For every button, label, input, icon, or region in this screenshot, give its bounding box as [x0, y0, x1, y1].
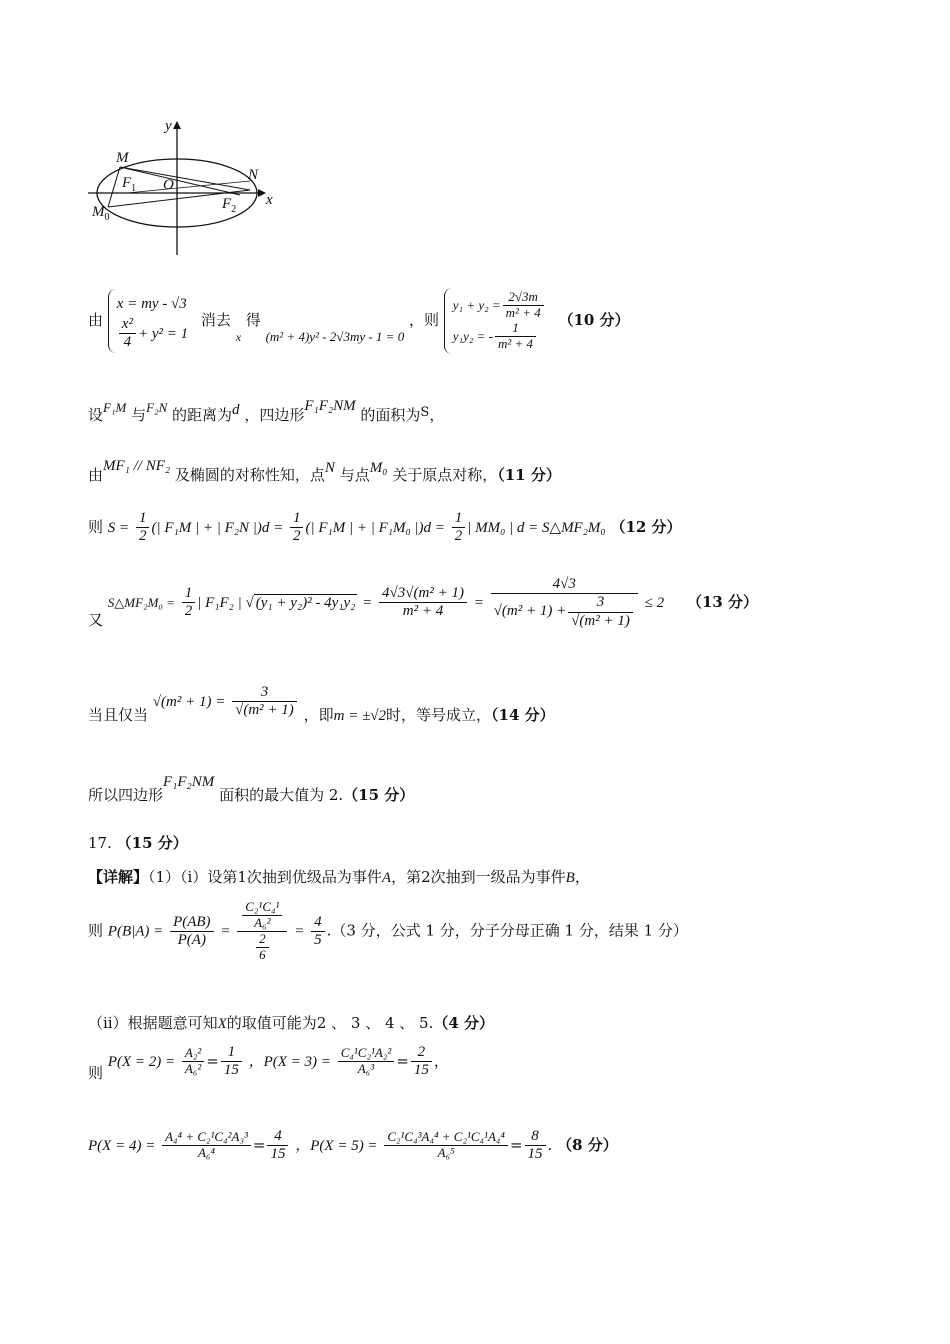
line-distance: 设F₁M 与F₂N 的距离为d ，四边形F₁F₂NM 的面积为S，: [88, 398, 445, 424]
line-values: （ⅱ）根据题意可知X的取值可能为2 、 3 、 4 、 5.（4 分）: [88, 1014, 495, 1032]
label-f1: $F_1$: [122, 175, 137, 194]
label-m0: $M_0$: [92, 204, 110, 223]
question-17-heading: 17. （15 分）: [88, 834, 188, 852]
line-area: 则 S = $\frac{1}{2}$ (| F₁M | + | F₂N |)d = $\frac{1}{2}$ (| F₁M | + | F₁M₀ |)d = $\frac{1}{2}$ | MM₀ | d = S△MF₂M₀ （12 分）: [88, 510, 682, 545]
line-symmetry: 由MF₁ // NF₂ 及椭圆的对称性知，点N 与点M₀ 关于原点对称，（11 分）: [88, 458, 561, 484]
x-axis-arrow: [258, 189, 266, 197]
system-left: x = my - √3 $\frac{\text{x²}}{4}$ + y² = 1: [108, 289, 196, 354]
line-inequality: 又 S△MF₂M₀ = $\frac{1}{2}$ | F₁F₂ | √ (y₁ + y₂)² - 4y₁y₂ = $\frac{\text{4√3√(m² + 1)}}{\text{m² + 4}}$ = 4√3 √(m² + 1) + $\frac{3}{\text{√(m² + 1)}}$ ≤ 2 （13 分）: [88, 576, 759, 629]
label-o: O: [163, 177, 174, 193]
line-conclusion: 所以四边形F₁F₂NM 面积的最大值为 2.（15 分）: [88, 774, 415, 804]
y-axis-arrow: [173, 121, 181, 129]
label-n: N: [248, 167, 259, 183]
label-m: M: [116, 150, 129, 166]
segment-m-f2: [120, 167, 240, 195]
ellipse-figure: [80, 115, 290, 265]
label-x: x: [266, 192, 273, 208]
line-detail: 【详解】（1）（ⅰ）设第1次抽到优级品为事件A，第2次抽到一级品为事件B，: [88, 868, 590, 886]
segment-m-n: [120, 167, 250, 190]
label-y: y: [165, 118, 172, 134]
line-prob-4-5: P(X = 4) = $\frac{\text{A₄⁴ + C₂¹C₄²A₃³}}{\text{A₆⁴}}$ = $\frac{4}{15}$ ，P(X = 5) = $\frac{\text{C₂¹C₄³A₄⁴ + C₂¹C₄¹A₄⁴}}{\text{A₆⁵}}$ = $\frac{8}{15}$ . （8 分）: [88, 1128, 618, 1163]
line-equality: 当且仅当 √(m² + 1) = $\frac{3}{\text{√(m² + 1)}}$ ，即m = ±√2时，等号成立，（14 分）: [88, 684, 555, 724]
line-prob-2-3: 则 P(X = 2) = $\frac{\text{A₂²}}{\text{A₆²}}$ = $\frac{1}{15}$ ，P(X = 3) = $\frac{\text{C₄¹C₂¹A₂²}}{\text{A₆³}}$ = $\frac{2}{15}$ ，: [88, 1044, 449, 1082]
label-f2: $F_2$: [222, 196, 237, 215]
system-right: y₁ + y₂ = $\frac{2√3m}{\text{m² + 4}}$ y₁y₂ = - $\frac{1}{\text{m² + 4}}$: [444, 288, 554, 354]
line-conditional-probability: 则 P(B|A) = $\frac{P(AB)}{P(A)}$ = $\frac{\frac{\text{C₂¹C₄¹}}{\text{A₆²}}}{\frac{2}{6}}$ = $\frac{4}{5}$ .（3 分，公式 1 分，分子分母正确 1 分，结果 1 分）: [88, 899, 688, 962]
line-system: 由 x = my - √3 $\frac{\text{x²}}{4}$ + y² = 1 消去 $_x$ 得 (m² + 4)y² - 2√3my - 1 = 0 ，则 y₁ + y₂ = $\frac{2√3m}{\text{m² + 4}}$ y₁y₂ = - $\frac{1}{\text{m² + 4}}$ （10 分）: [88, 288, 630, 354]
segment-m-m0: [108, 167, 120, 207]
